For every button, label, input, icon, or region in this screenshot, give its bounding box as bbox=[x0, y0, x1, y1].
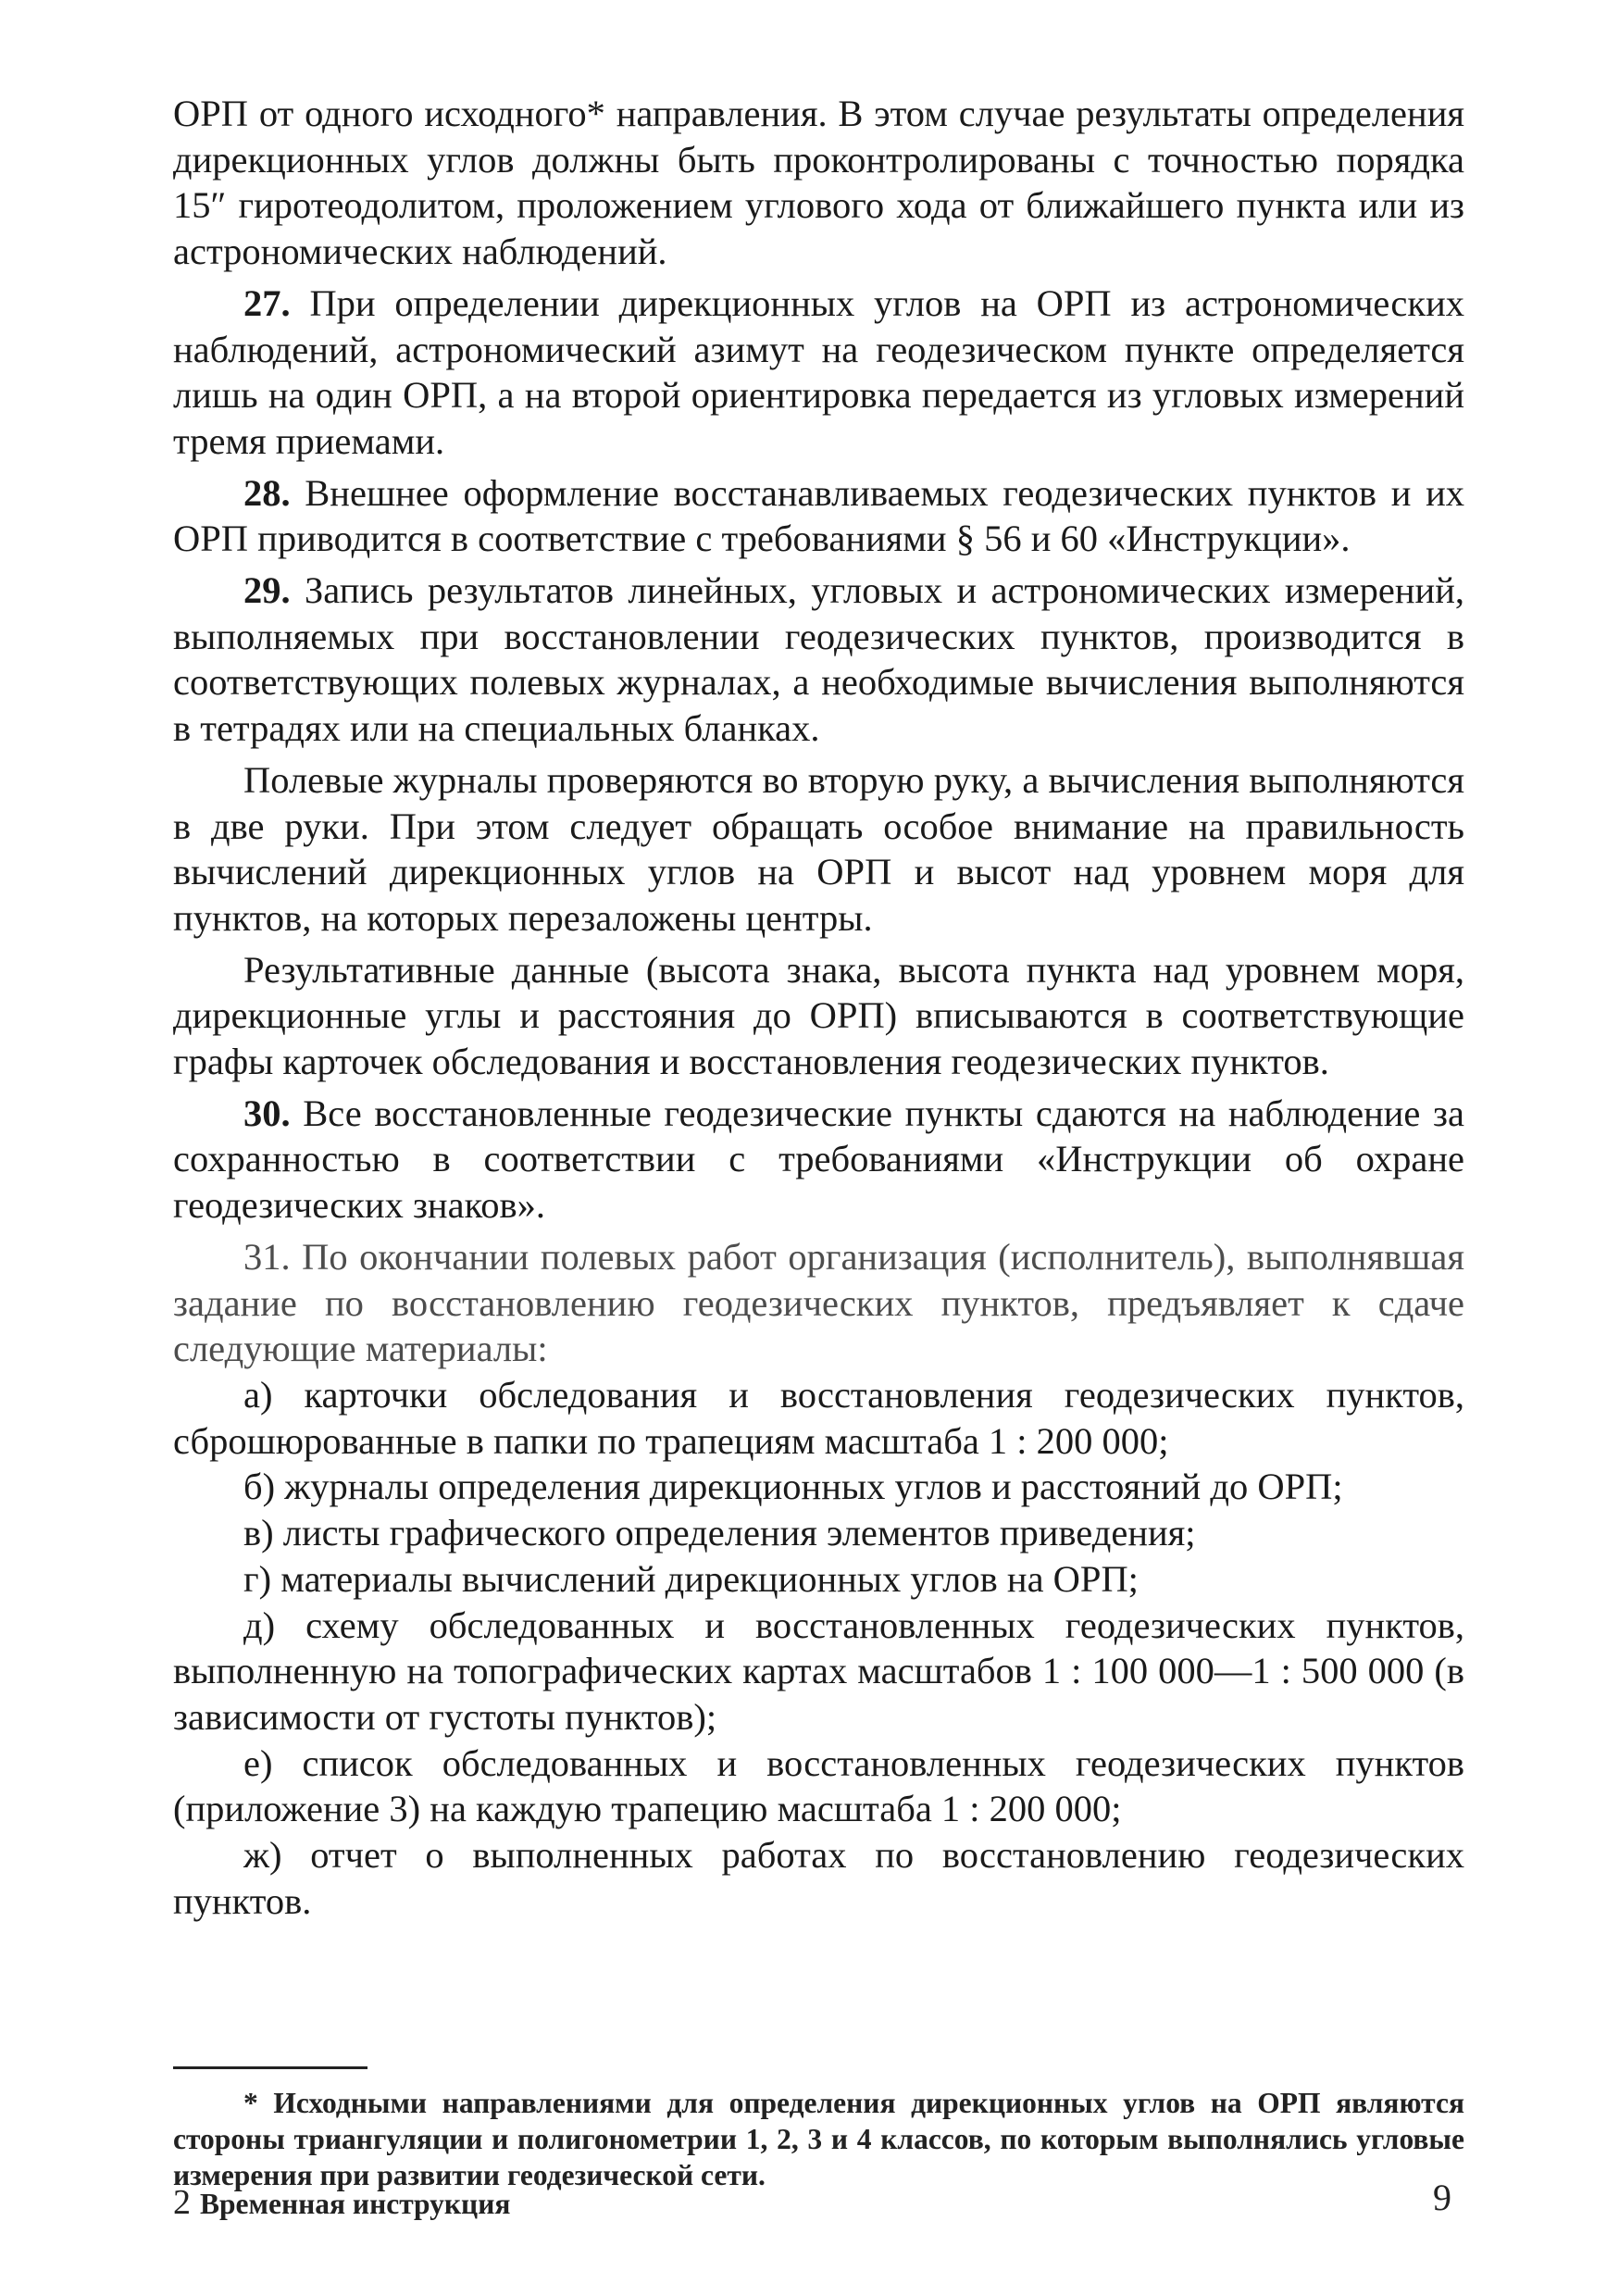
paragraph-27: 27. При определении дирекционных углов на ОРП из астрономических наблюдений, астрономический азимут на геодезическом пункте определяется лишь на один ОРП, а на второй ориентировка передается из угловых измерений тремя приемами. bbox=[173, 281, 1464, 462]
paragraph-number: 28. bbox=[243, 471, 291, 514]
list-item: в) листы графического определения элементов приведения; bbox=[243, 1512, 1196, 1554]
paragraph-30: 30. Все восстановленные геодезические пункты сдаются на наблюдение за сохранностью в соответствии с требованиями «Инструкции об охране геодезических знаков». bbox=[173, 1092, 1464, 1227]
list-item: г) материалы вычислений дирекционных углов на ОРП; bbox=[243, 1557, 1139, 1600]
list-item: а) карточки обследования и восстановления геодезических пунктов, сброшюрованные в папки по трапециям масштаба 1 : 200 000; bbox=[173, 1373, 1464, 1462]
main-text-block bbox=[173, 91, 1464, 1924]
list-item: д) схему обследованных и восстановленных геодезических пунктов, выполненную на топографических картах масштабов 1 : 100 000—1 : 500 000 (в зависимости от густоты пунктов); bbox=[173, 1603, 1464, 1738]
paragraph-number: 29. bbox=[243, 569, 291, 612]
list-item: ж) отчет о выполненных работах по восстановлению геодезических пунктов. bbox=[173, 1834, 1464, 1922]
materials-list bbox=[173, 1372, 1464, 1924]
signature-number: 2 bbox=[173, 2183, 191, 2222]
paragraph-continuation: ОРП от одного исходного* направления. В этом случае результаты определения дирекционных углов должны быть проконтролированы с точностью порядка 15″ гиротеодолитом, проложением углового хода от ближайшего пункта или из астрономических наблюдений. bbox=[173, 93, 1464, 273]
paragraph-31: 31. По окончании полевых работ организация (исполнитель), выполнявшая задание по восстановлению геодезических пунктов, предъявляет к сдаче следующие материалы: bbox=[173, 1235, 1464, 1370]
paragraph-number: 30. bbox=[243, 1092, 291, 1134]
paragraph-29-result-data: Результативные данные (высота знака, высота пункта над уровнем моря, дирекционные углы и расстояния до ОРП) вписываются в соответствующие графы карточек обследования и восстановления геодезических пунктов. bbox=[173, 948, 1464, 1083]
signature-text: Временная инструкция bbox=[200, 2188, 511, 2220]
paragraph-29-field-journals: Полевые журналы проверяются во вторую руку, а вычисления выполняются в две руки. При этом следует обращать особое внимание на правильность вычислений дирекционных углов на ОРП и высот над уровнем моря для пунктов, на которых перезаложены центры. bbox=[173, 758, 1464, 939]
list-item: е) список обследованных и восстановленных геодезических пунктов (приложение 3) на каждую трапецию масштаба 1 : 200 000; bbox=[173, 1741, 1464, 1830]
footnote bbox=[173, 2085, 1464, 2193]
paragraph-29: 29. Запись результатов линейных, угловых и астрономических измерений, выполняемых при восстановлении геодезических пунктов, производится в соответствующих полевых журналах, а необходимые вычисления выполняются в тетрадях или на специальных бланках. bbox=[173, 569, 1464, 750]
signature-mark bbox=[173, 2182, 510, 2223]
footnote-divider bbox=[173, 2066, 367, 2069]
footnote-text: * Исходными направлениями для определения дирекционных углов на ОРП являются стороны триангуляции и полигонометрии 1, 2, 3 и 4 классов, по которым выполнялись угловые измерения при развитии геодезической сети. bbox=[173, 2087, 1464, 2191]
paragraph-28: 28. Внешнее оформление восстанавливаемых геодезических пунктов и их ОРП приводится в соответствие с требованиями § 56 и 60 «Инструкции». bbox=[173, 471, 1464, 560]
list-item: б) журналы определения дирекционных углов и расстояний до ОРП; bbox=[243, 1466, 1343, 1508]
paragraph-number: 31. bbox=[243, 1235, 291, 1278]
page-number: 9 bbox=[1433, 2177, 1451, 2218]
paragraph-number: 27. bbox=[243, 281, 291, 324]
